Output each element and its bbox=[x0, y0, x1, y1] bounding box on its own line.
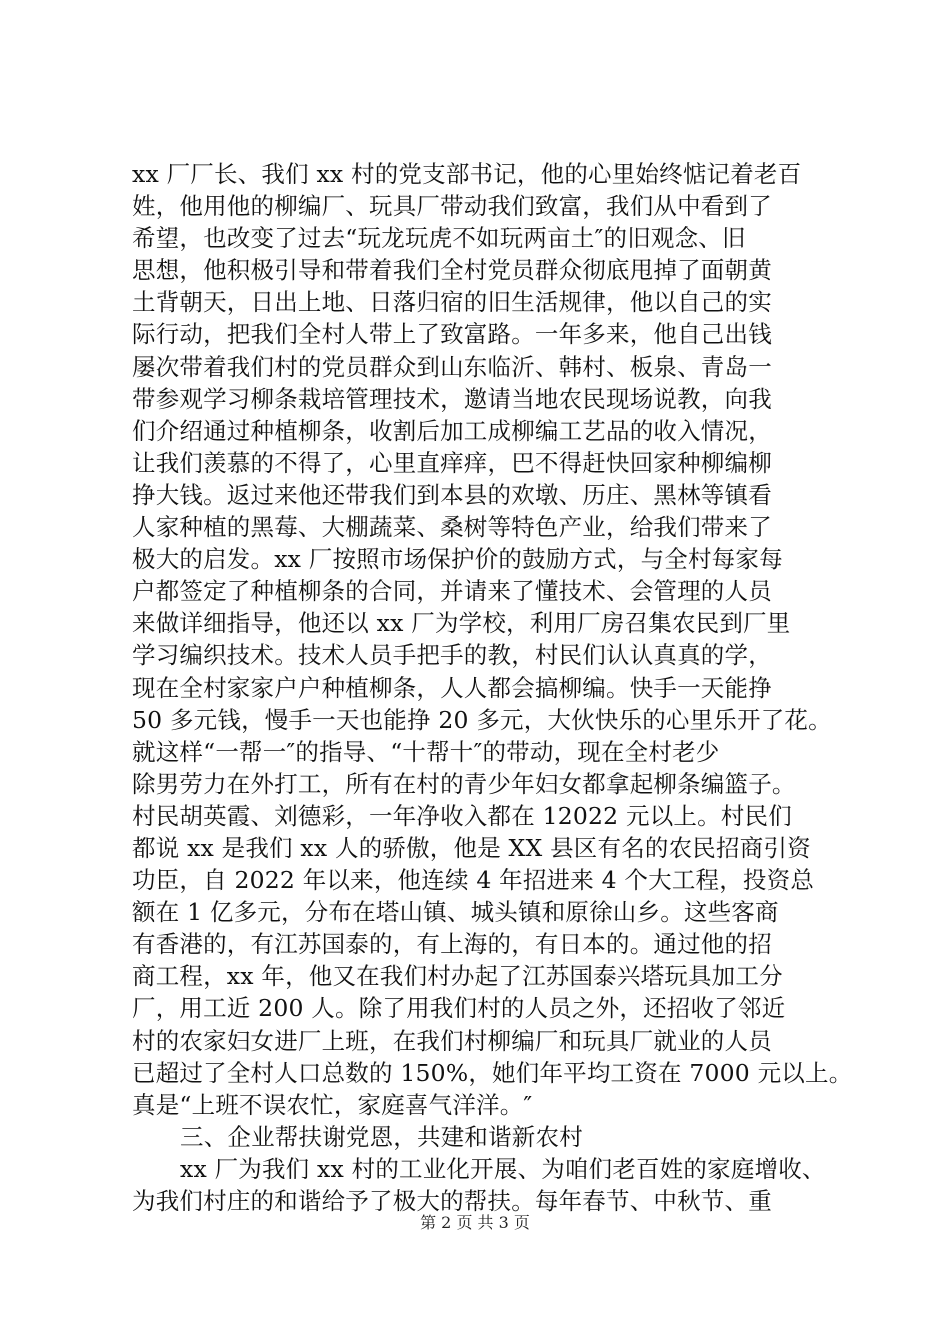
body-line: 都说 xx 是我们 xx 人的骄傲，他是 XX 县区有名的农民招商引资 bbox=[132, 833, 811, 862]
body-line: 厂，用工近 200 人。除了用我们村的人员之外，还招收了邻近 bbox=[132, 994, 786, 1023]
body-line: 们介绍通过种植柳条，收割后加工成柳编工艺品的收入情况， bbox=[132, 416, 772, 445]
body-line: 际行动，把我们全村人带上了致富路。一年多来，他自己出钱 bbox=[132, 320, 772, 349]
body-line: 姓，他用他的柳编厂、玩具厂带动我们致富，我们从中看到了 bbox=[132, 192, 772, 221]
section-heading: 三、企业帮扶谢党恩，共建和谐新农村 bbox=[180, 1122, 583, 1151]
body-line: 学习编织技术。技术人员手把手的教，村民们认认真真的学， bbox=[132, 641, 772, 670]
body-line: xx 厂厂长、我们 xx 村的党支部书记，他的心里始终惦记着老百 bbox=[132, 160, 802, 188]
body-line: 让我们羡慕的不得了，心里直痒痒，巴不得赶快回家种柳编柳 bbox=[132, 448, 772, 477]
body-line: 人家种植的黑莓、大棚蔬菜、桑树等特色产业，给我们带来了 bbox=[132, 513, 772, 542]
body-line: 商工程，xx 年，他又在我们村办起了江苏国泰兴塔玩具加工分 bbox=[132, 962, 783, 991]
document-body bbox=[132, 158, 853, 1217]
body-line: 功臣，自 2022 年以来，他连续 4 年招进来 4 个大工程，投资总 bbox=[132, 866, 815, 895]
body-line: 希望，也改变了过去“玩龙玩虎不如玩两亩土″的旧观念、旧 bbox=[132, 224, 746, 253]
body-line: xx 厂为我们 xx 村的工业化开展、为咱们老百姓的家庭增收、 bbox=[180, 1154, 826, 1183]
body-line: 额在 1 亿多元，分布在塔山镇、城头镇和原徐山乡。这些客商 bbox=[132, 898, 779, 927]
body-line: 土背朝天，日出上地、日落归宿的旧生活规律，他以自己的实 bbox=[132, 288, 772, 317]
body-line: 村的农家妇女进厂上班，在我们村柳编厂和玩具厂就业的人员 bbox=[132, 1026, 772, 1055]
body-line: 来做详细指导，他还以 xx 厂为学校，利用厂房召集农民到厂里 bbox=[132, 609, 791, 638]
body-line: 就这样“一帮一″的指导、“十帮十″的带动，现在全村老少 bbox=[132, 737, 720, 766]
body-line: 户都签定了种植柳条的合同，并请来了懂技术、会管理的人员 bbox=[132, 577, 772, 606]
body-line: 现在全村家家户户种植柳条，人人都会搞柳编。快手一天能挣 bbox=[132, 673, 772, 702]
body-line: 屡次带着我们村的党员群众到山东临沂、韩村、板泉、青岛一 bbox=[132, 352, 772, 381]
body-line: 为我们村庄的和谐给予了极大的帮扶。每年春节、中秋节、重 bbox=[132, 1187, 772, 1215]
body-line: 50 多元钱，慢手一天也能挣 20 多元，大伙快乐的心里乐开了花。 bbox=[132, 705, 832, 734]
body-line: 挣大钱。返过来他还带我们到本县的欢墩、历庄、黑林等镇看 bbox=[132, 480, 772, 509]
body-line: 有香港的，有江苏国泰的，有上海的，有日本的。通过他的招 bbox=[132, 930, 772, 959]
body-line: 村民胡英霞、刘德彩，一年净收入都在 12022 元以上。村民们 bbox=[132, 801, 792, 830]
body-line: 除男劳力在外打工，所有在村的青少年妇女都拿起柳条编篮子。 bbox=[132, 769, 796, 798]
body-line: 思想，他积极引导和带着我们全村党员群众彻底甩掉了面朝黄 bbox=[132, 256, 772, 285]
body-line: 带参观学习柳条栽培管理技术，邀请当地农民现场说教，向我 bbox=[132, 384, 772, 413]
page-number-footer: 第 2 页 共 3 页 bbox=[420, 1213, 530, 1232]
body-line: 已超过了全村人口总数的 150%，她们年平均工资在 7000 元以上。 bbox=[132, 1058, 853, 1087]
body-line: 极大的启发。xx 厂按照市场保护价的鼓励方式，与全村每家每 bbox=[132, 545, 783, 574]
body-line: 真是“上班不误农忙，家庭喜气洋洋。″ bbox=[132, 1090, 533, 1119]
